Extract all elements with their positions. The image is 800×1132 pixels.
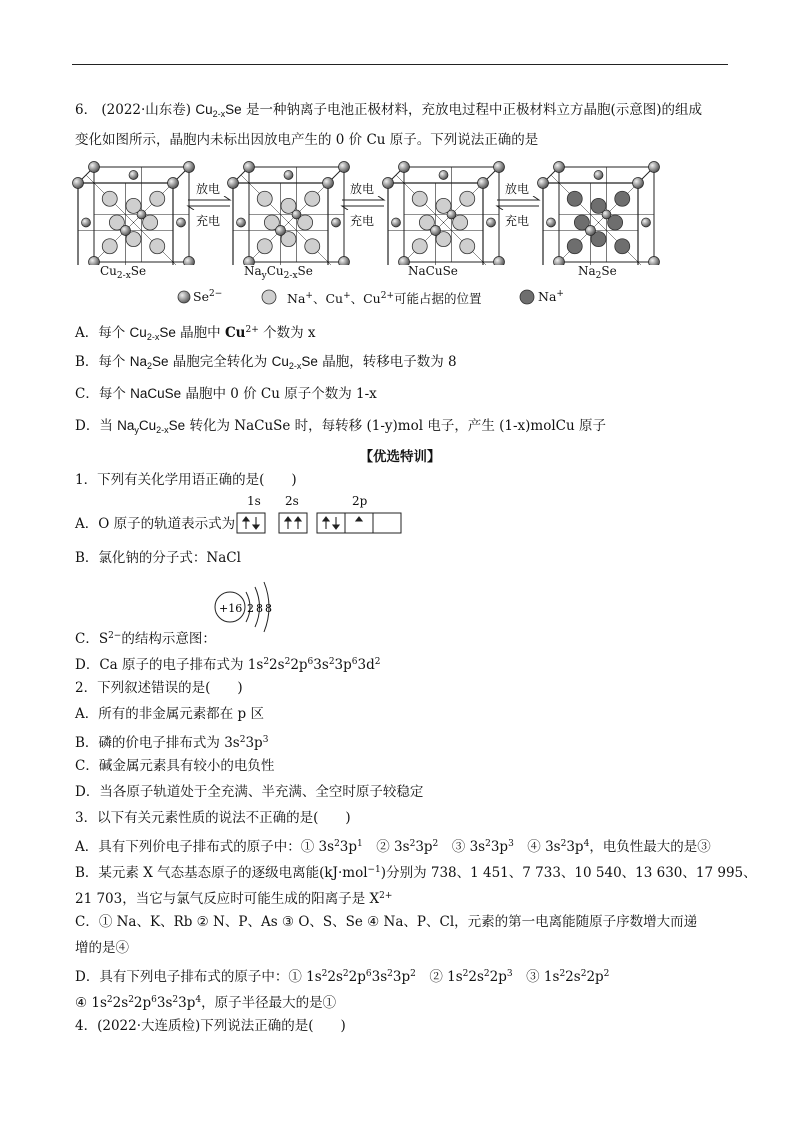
se-atom: [121, 226, 131, 236]
site-atom: [412, 239, 427, 254]
se-atom: [184, 257, 195, 266]
s2-nucleus: +16: [219, 602, 243, 615]
oxygen-orbital-diagram: [236, 510, 408, 536]
se-atom: [89, 257, 100, 266]
q6-option-c: C．每个 NaCuSe 晶胞中 0 价 Cu 原子个数为 1-x: [75, 386, 377, 402]
se-atom: [649, 257, 660, 266]
crystal-cell-3: [383, 162, 505, 266]
se-atom: [82, 218, 91, 227]
q3-option-d-line1: D．具有下列电子排布式的原子中：① $1s^22s^22p^63s^23p^2$ ② $1s^22s^22p^3$ ③ $1s^22s^22p^2$: [75, 969, 610, 985]
cell-label-cu2xse: $Cu_{2-x}Se$: [100, 264, 147, 281]
equilibrium-arrows: [180, 196, 660, 210]
q1-stem: 1．下列有关化学用语正确的是( ): [75, 472, 297, 488]
se-atom: [323, 178, 334, 189]
site-atom: [257, 239, 272, 254]
q6-stem-part1: 是一种钠离子电池正极材料，充放电过程中正极材料立方晶胞(示意图)的组成: [245, 102, 703, 118]
q2-stem: 2．下列叙述错误的是( ): [75, 680, 243, 696]
site-atom: [305, 239, 320, 254]
q6-number: 6．: [75, 102, 98, 118]
q2-option-b: B．磷的价电子排布式为 $3s^23p^3$: [75, 735, 269, 751]
legend-se-icon: [178, 291, 190, 303]
arrow-discharge-label-1: 放电: [195, 182, 220, 196]
legend-site-icon: [262, 290, 276, 304]
q3-option-a: A．具有下列价电子排布式的原子中：① $3s^23p^1$ ② $3s^23p^2$ ③ $3s^23p^3$ ④ $3s^23p^4$，电负性最大的是③: [75, 839, 711, 855]
crystal-cell-4: [538, 162, 660, 266]
q3-stem: 3．以下有关元素性质的说法不正确的是( ): [75, 810, 351, 826]
orbital-label-1s: 1s: [247, 494, 261, 508]
se-atom: [478, 178, 489, 189]
q3-option-c-line2: 增的是④: [75, 940, 129, 956]
q6-line1: [75, 100, 702, 124]
se-atom: [431, 226, 441, 236]
q3-option-b-line2: 21 703，当它与氯气反应时可能生成的阳离子是 $X^{2+}$: [75, 891, 393, 907]
q6-option-b: B．每个 $Na_2Se$ 晶胞完全转化为 $Cu_{2-x}Se$ 晶胞，转移电子数为 8: [75, 354, 457, 371]
q6-stem-part2: 变化如图所示，晶胞内未标出因放电产生的 0 价 Cu 原子。下列说法正确的是: [75, 132, 539, 148]
arrow-discharge-label-3: 放电: [504, 182, 529, 196]
arrow-charge-label-3: 充电: [504, 214, 529, 228]
s2-structure-diagram: [210, 572, 280, 642]
se-atom: [494, 162, 505, 173]
se-atom: [633, 178, 644, 189]
orbital-label-2p: 2p: [352, 494, 368, 508]
section-title: 【优选特训】: [359, 449, 441, 465]
site-atom: [150, 191, 165, 206]
se-atom: [642, 218, 651, 227]
q2-option-a: A．所有的非金属元素都在 p 区: [75, 706, 264, 722]
legend-na-icon: [520, 290, 534, 304]
se-atom: [292, 210, 301, 219]
site-atom: [615, 239, 630, 254]
svg-text:2: 2: [247, 602, 254, 615]
crystal-cell-1: [73, 162, 195, 266]
se-atom: [649, 162, 660, 173]
se-atom: [89, 162, 100, 173]
site-atom: [150, 239, 165, 254]
q4-stem: 4．(2022·大连质检)下列说法正确的是( ): [75, 1018, 346, 1034]
se-atom: [439, 171, 448, 180]
se-atom: [447, 210, 456, 219]
se-atom: [244, 162, 255, 173]
site-atom: [102, 191, 117, 206]
se-atom: [594, 171, 603, 180]
q1-option-b: B．氯化钠的分子式：NaCl: [75, 550, 241, 566]
crystal-cell-2: [228, 162, 350, 266]
se-atom: [547, 218, 556, 227]
se-atom: [399, 162, 410, 173]
se-atom: [137, 210, 146, 219]
se-atom: [554, 257, 565, 266]
svg-text:8: 8: [256, 602, 263, 615]
arrow-discharge-label-2: 放电: [349, 182, 374, 196]
se-atom: [284, 171, 293, 180]
q2-option-c: C．碱金属元素具有较小的电负性: [75, 758, 275, 774]
q6-option-a: A．每个 $Cu_{2-x}Se$ 晶胞中 $Cu^{2+}$ 个数为 x: [75, 325, 316, 342]
legend-se-label: $Se^{2-}$: [193, 289, 223, 304]
se-atom: [602, 210, 611, 219]
cell-label-naycu2xse: $Na_yCu_{2-x}Se$: [244, 264, 313, 281]
site-atom: [567, 239, 582, 254]
se-atom: [554, 162, 565, 173]
se-atom: [494, 257, 505, 266]
arrow-charge-label-1: 充电: [195, 214, 220, 228]
crystal-cell-diagram: [70, 155, 700, 265]
q2-option-d: D．当各原子轨道处于全充满、半充满、全空时原子较稳定: [75, 784, 424, 800]
se-atom: [339, 257, 350, 266]
se-atom: [73, 178, 84, 189]
cell-label-na2se: $Na_2Se$: [578, 264, 617, 281]
se-atom: [586, 226, 596, 236]
legend-na-label: Na+: [538, 289, 564, 304]
se-atom: [168, 178, 179, 189]
legend-sites-label: Na+、Cu+、$Cu^{2+}$可能占据的位置: [287, 291, 482, 306]
se-atom: [237, 218, 246, 227]
q1-option-d: D．Ca 原子的电子排布式为 $1s^22s^22p^63s^23p^63d^2$: [75, 657, 381, 673]
q6-option-d: D．当 $Na_yCu_{2-x}Se$ 转化为 NaCuSe 时，每转移 (1-y)mol 电子，产生 (1-x)molCu 原子: [75, 418, 606, 435]
se-atom: [129, 171, 138, 180]
q1-option-c: C．$S^{2-}$的结构示意图：: [75, 631, 216, 647]
se-atom: [276, 226, 286, 236]
q3-option-d-line2: ④ $1s^22s^22p^63s^23p^4$，原子半径最大的是①: [75, 995, 337, 1011]
svg-text:8: 8: [265, 602, 272, 615]
orbital-label-2s: 2s: [285, 494, 299, 508]
site-atom: [460, 239, 475, 254]
se-atom: [339, 162, 350, 173]
cell-label-nacuse: NaCuSe: [408, 264, 458, 278]
q3-option-c-line1: C．① Na、K、Rb ② N、P、As ③ O、S、Se ④ Na、P、Cl，元素的第一电离能随原子序数增大而递: [75, 914, 698, 930]
q3-option-b-line1: B．某元素 X 气态基态原子的逐级电离能(kJ·mol$^{-1}$)分别为 738、1 451、7 733、10 540、13 630、17 995、: [75, 865, 757, 881]
q6-source: (2022·山东卷): [101, 102, 192, 118]
header-rule: [72, 64, 728, 65]
q1-option-a: A．O 原子的轨道表示式为: [75, 516, 236, 532]
arrow-charge-label-2: 充电: [349, 214, 374, 228]
q6-formula: $Cu_{2-x}Se$: [195, 102, 242, 119]
site-atom: [102, 239, 117, 254]
se-atom: [392, 218, 401, 227]
se-atom: [184, 162, 195, 173]
